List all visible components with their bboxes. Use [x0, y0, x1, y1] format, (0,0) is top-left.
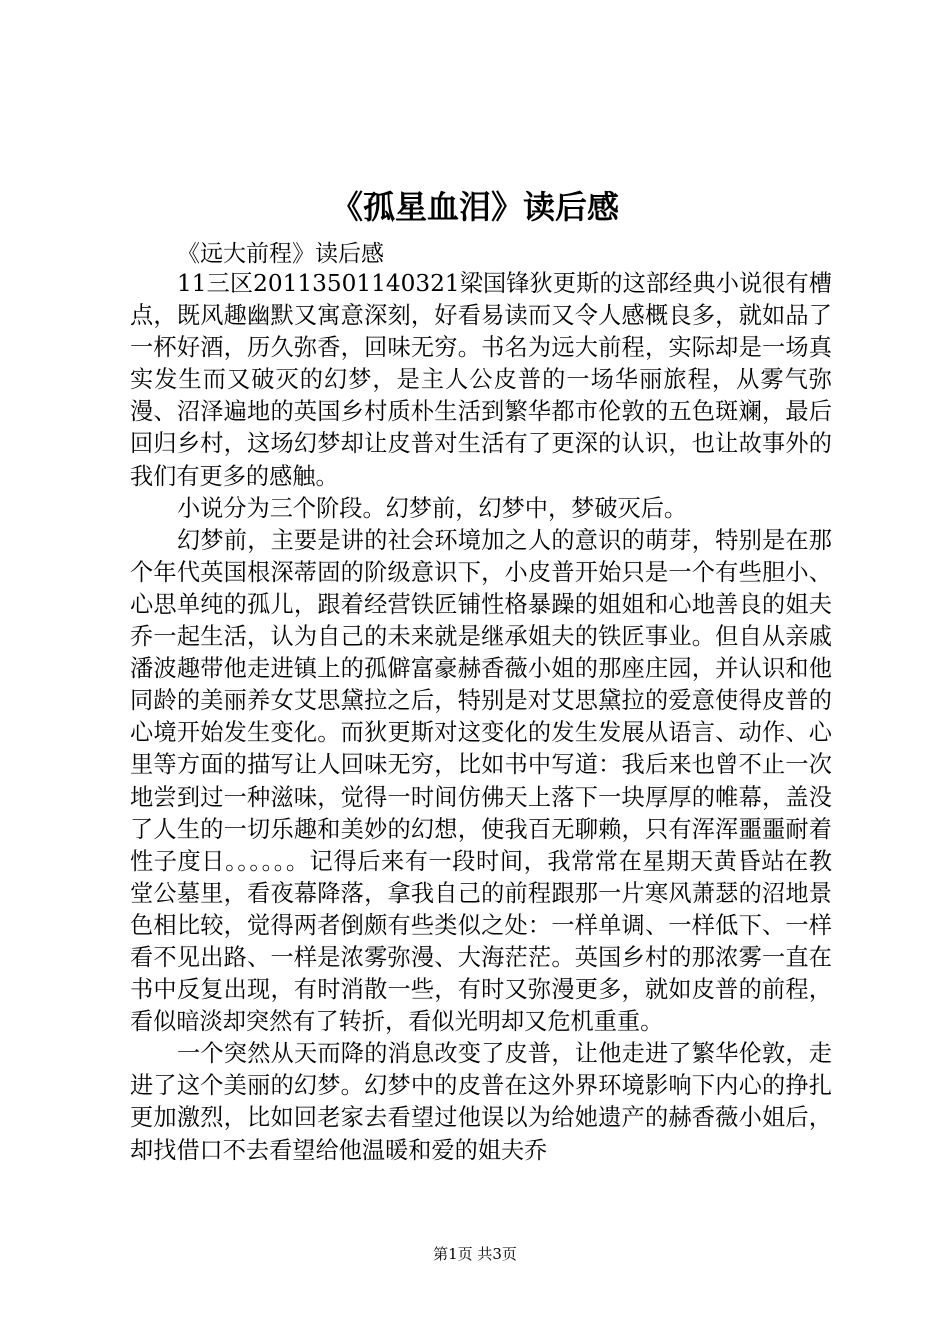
body-paragraph: 一个突然从天而降的消息改变了皮普，让他走进了繁华伦敦，走进了这个美丽的幻梦。幻梦中的皮普在这外界环境影响下内心的挣扎更加激烈，比如回老家去看望过他误以为给她遗产的赫香薇小姐后，却找借口不去看望给他温暖和爱的姐夫乔	[130, 1040, 832, 1164]
document-subtitle: 《远大前程》读后感	[177, 241, 384, 267]
document-title: 《孤星血泪》读后感	[330, 188, 619, 226]
body-paragraph: 11三区20113501140321梁国锋狄更斯的这部经典小说很有槽点，既风趣幽默又寓意深刻，好看易读而又令人感概良多，就如品了一杯好酒，历久弥香，回味无穷。书名为远大前程，实际却是一场真实发生而又破灭的幻梦，是主人公皮普的一场华丽旅程，从雾气弥漫、沼泽遍地的英国乡村质朴生活到繁华都市伦敦的五色斑斓，最后回归乡村，这场幻梦却让皮普对生活有了更深的认识，也让故事外的我们有更多的感触。	[130, 270, 832, 490]
body-paragraph: 幻梦前，主要是讲的社会环境加之人的意识的萌芽，特别是在那个年代英国根深蒂固的阶级意识下，小皮普开始只是一个有些胆小、心思单纯的孤儿，跟着经营铁匠铺性格暴躁的姐姐和心地善良的姐夫乔一起生活，认为自己的未来就是继承姐夫的铁匠事业。但自从亲戚潘波趣带他走进镇上的孤僻富豪赫香薇小姐的那座庄园，并认识和他同龄的美丽养女艾思黛拉之后，特别是对艾思黛拉的爱意使得皮普的心境开始发生变化。而狄更斯对这变化的发生发展从语言、动作、心里等方面的描写让人回味无穷，比如书中写道：我后来也曾不止一次地尝到过一种滋味，觉得一时间仿佛天上落下一块厚厚的帷幕，盖没了人生的一切乐趣和美妙的幻想，使我百无聊赖，只有浑浑噩噩耐着性子度日。。。。。。记得后来有一段时间，我常常在星期天黄昏站在教堂公墓里，看夜幕降落，拿我自己的前程跟那一片寒风萧瑟的沼地景色相比较，觉得两者倒颇有些类似之处：一样单调、一样低下、一样看不见出路、一样是浓雾弥漫、大海茫茫。英国乡村的那浓雾一直在书中反复出现，有时消散一些，有时又弥漫更多，就如皮普的前程，看似暗淡却突然有了转折，看似光明却又危机重重。	[130, 526, 832, 1036]
page-footer: 第1页 共3页	[433, 1245, 517, 1263]
body-paragraph: 小说分为三个阶段。幻梦前，幻梦中，梦破灭后。	[177, 494, 688, 522]
document-body	[130, 268, 832, 1167]
